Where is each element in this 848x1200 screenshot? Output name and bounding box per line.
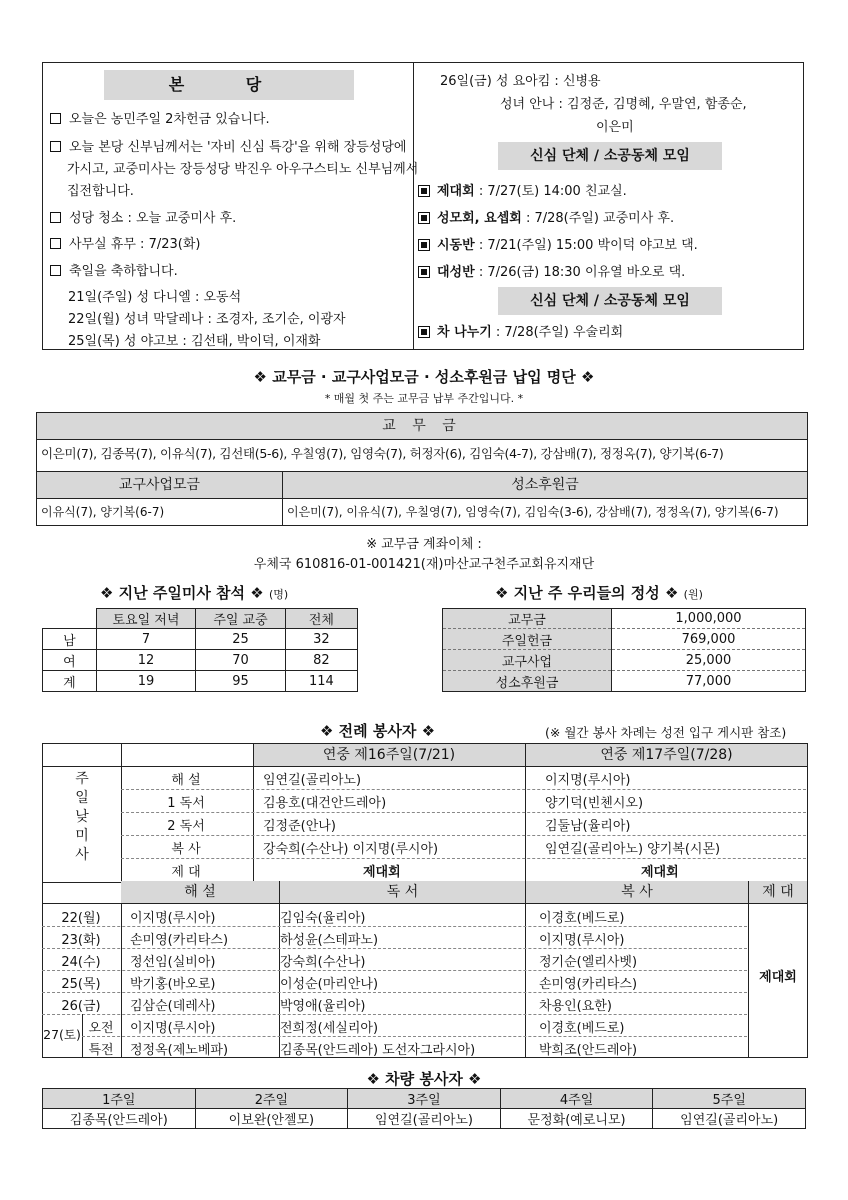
weekday-row (82, 1014, 747, 1037)
attendance-header-sat: 토요일 저녁 (96, 609, 195, 629)
week1-header: 연중 제16주일(7/21) (253, 744, 525, 767)
feast-line-2: 22일(월) 성녀 막달레나 : 조경자, 조기순, 이광자 (68, 312, 346, 327)
attendance-cell: 19 (96, 671, 195, 692)
vehicle-name: 문정화(예로니모) (500, 1109, 653, 1129)
vehicle-table (42, 1088, 806, 1129)
notice-office-off: 사무실 휴무 : 7/23(화) (50, 233, 200, 252)
weekday-reading: 이성순(마리안나) (280, 977, 379, 992)
sunday-week2-name: 이지명(루시아) (545, 773, 631, 788)
attendance-row-label: 계 (43, 671, 97, 692)
weekday-server: 정기순(엘리사벳) (539, 955, 638, 970)
weekday-day: 22(월) (61, 911, 101, 926)
checkbox-square-icon (50, 265, 61, 276)
weekday-server: 이경호(베드로) (539, 1021, 625, 1036)
attendance-corner (43, 609, 97, 629)
group-tea: 차 나누기 : 7/28(주일) 우술리회 (418, 321, 623, 340)
weekday-header-altar: 제 대 (749, 881, 807, 904)
sunday-row (121, 790, 806, 813)
attendance-cell: 12 (96, 650, 195, 671)
weekday-server: 이지명(루시아) (539, 933, 625, 948)
weekday-server: 차용인(요한) (539, 999, 612, 1014)
offering-value: 769,000 (612, 629, 806, 650)
sunday-role: 2 독서 (167, 819, 205, 834)
notice-cleaning: 성당 청소 : 오늘 교중미사 후. (50, 207, 236, 226)
weekday-row (42, 970, 747, 993)
gyomu-list: 이은미(7), 김종목(7), 이유식(7), 김선태(5-6), 우칠영(7), 임영숙(7), 허정자(6), 김임숙(4-7), 강삼배(7), 정정옥(7), 양기복(6-7) (41, 446, 724, 461)
weekday-reading: 박영애(율리아) (280, 999, 366, 1014)
weekday-commentary: 이지명(루시아) (130, 1021, 216, 1036)
weekday-row (82, 1036, 747, 1057)
attendance-header-total: 전체 (285, 609, 357, 629)
attendance-table (42, 608, 358, 692)
sunday-role: 복 사 (171, 842, 201, 857)
weekday-row (42, 948, 747, 971)
weekday-header-commentary: 해 설 (121, 881, 280, 904)
weekday-commentary: 정선임(실비아) (130, 955, 216, 970)
vehicle-name: 김종목(안드레아) (43, 1109, 196, 1129)
sunday-row (121, 836, 806, 859)
filled-square-icon (418, 239, 430, 251)
sunday-week1-name: 김용호(대건안드레아) (263, 796, 387, 811)
sunday-week1-name: 강숙희(수산나) 이지명(루시아) (263, 842, 439, 857)
vehicle-title: ❖ 차량 봉사자 ❖ (366, 1070, 482, 1088)
feast-line-3: 25일(목) 성 야고보 : 김선태, 박이덕, 이재화 (68, 334, 321, 349)
sunday-role: 해 설 (171, 773, 201, 788)
weekday-header-reading: 독 서 (280, 881, 526, 904)
attendance-cell: 95 (196, 671, 286, 692)
weekday-day: 23(화) (61, 933, 101, 948)
offering-value: 25,000 (612, 650, 806, 671)
vehicle-name: 임연길(골리아노) (680, 1113, 779, 1128)
group-altar: 제대회 : 7/27(토) 14:00 친교실. (418, 180, 627, 199)
sunday-side-text: 주일낮미사 (75, 771, 89, 863)
weekday-day: 26(금) (61, 999, 101, 1014)
sunday-week1-name: 제대회 (363, 865, 401, 880)
vehicle-name: 임연길(골리아노) (348, 1109, 501, 1129)
sunday-week1-name: 김정준(안나) (263, 819, 336, 834)
offering-value: 77,000 (685, 673, 732, 689)
role-header-blank (121, 744, 253, 767)
weekday-commentary: 손미영(카리타스) (130, 933, 229, 948)
groups-header: 신심 단체 / 소공동체 모임 (498, 142, 722, 170)
weekday-server: 손미영(카리타스) (539, 977, 638, 992)
group-daeseong: 대성반 : 7/26(금) 18:30 이유열 바오로 댁. (418, 261, 685, 280)
dues-title: ❖ 교무금 · 교구사업모금 · 성소후원금 납입 명단 ❖ (253, 368, 595, 386)
weekday-sub: 특전 (88, 1043, 114, 1058)
dues-table (36, 412, 808, 526)
vehicle-name: 이보완(안젤모) (195, 1109, 348, 1129)
sunday-week2-name: 김둘남(율리아) (545, 819, 631, 834)
offering-label: 성소후원금 (443, 671, 612, 692)
account-label: ※ 교무금 계좌이체 : (366, 537, 482, 552)
liturgy-note: (※ 월간 봉사 차례는 성전 입구 게시판 참조) (545, 725, 787, 740)
sunday-week2-name: 임연길(골리아노) 양기복(시몬) (545, 842, 721, 857)
vehicle-week-header: 1주일 (43, 1089, 196, 1109)
filled-square-icon (418, 266, 430, 278)
notice-farmers-sunday: 오늘은 농민주일 2차헌금 있습니다. (50, 108, 270, 127)
sunday-week2-name: 양기덕(빈첸시오) (545, 796, 644, 811)
sunday-week2-name: 제대회 (641, 865, 679, 880)
sunday-role: 제 대 (171, 865, 201, 880)
attendance-cell: 25 (196, 629, 286, 650)
feast-cont-3: 이은미 (596, 120, 634, 135)
weekday-altar-cell: 제대회 (759, 970, 797, 985)
checkbox-square-icon (50, 141, 61, 152)
weekday-row (42, 904, 747, 927)
parish-header: 본 당 (104, 70, 354, 100)
sunday-row (121, 813, 806, 836)
sunday-row (121, 859, 806, 881)
dues-vertical-divider (282, 498, 283, 525)
weekday-reading: 김임숙(율리아) (280, 911, 366, 926)
notice-priest-line2: 가시고, 교중미사는 장등성당 박진우 아우구스티노 신부님께서 (67, 162, 419, 177)
weekday-commentary: 박기홍(바오로) (130, 977, 216, 992)
offering-label: 교구사업 (443, 650, 612, 671)
offering-label: 교무금 (443, 609, 612, 629)
checkbox-square-icon (50, 212, 61, 223)
group-sidong: 시동반 : 7/21(주일) 15:00 박이덕 야고보 댁. (418, 234, 698, 253)
weekday-server: 박희조(안드레아) (539, 1043, 638, 1058)
filled-square-icon (418, 326, 430, 338)
weekday-server: 이경호(베드로) (539, 911, 625, 926)
liturgy-title: ❖ 전례 봉사자 ❖ (320, 722, 436, 740)
vehicle-week-header: 5주일 (653, 1089, 806, 1109)
notice-priest-line3: 집전합니다. (67, 184, 134, 199)
attendance-header-sun: 주일 교중 (196, 609, 286, 629)
weekday-day-saturday: 27(토) (43, 1027, 81, 1042)
diocese-list: 이유식(7), 양기복(6-7) (41, 505, 165, 519)
account-number: 우체국 610816-01-001421(재)마산교구천주교회유지재단 (253, 557, 595, 572)
diocese-header: 교구사업모금 (37, 471, 283, 499)
checkbox-square-icon (50, 113, 61, 124)
vehicle-week-header: 2주일 (195, 1089, 348, 1109)
feast-line-1: 21일(주일) 성 다니엘 : 오동석 (68, 290, 242, 305)
vocation-list: 이은미(7), 이유식(7), 우칠영(7), 임영숙(7), 김임숙(3-6), 강삼배(7), 정정옥(7), 양기복(6-7) (287, 505, 779, 519)
sunday-role: 1 독서 (167, 796, 205, 811)
weekday-header-corner (43, 881, 122, 904)
attendance-row-label: 남 (43, 629, 97, 650)
attendance-cell: 70 (196, 650, 286, 671)
notice-feast-title: 축일을 축하합니다. (50, 260, 178, 279)
weekday-row (42, 992, 747, 1015)
vehicle-week-header: 4주일 (500, 1089, 653, 1109)
week2-header: 연중 제17주일(7/28) (526, 744, 807, 767)
weekday-commentary: 정정옥(제노베파) (130, 1043, 229, 1058)
weekday-day: 25(목) (61, 977, 101, 992)
top-box-divider (413, 62, 414, 350)
offering-title: ❖ 지난 주 우리들의 정성 ❖ (원) (495, 584, 703, 602)
checkbox-square-icon (50, 238, 61, 249)
dues-subtitle: * 매월 첫 주는 교무금 납부 주간입니다. * (324, 392, 524, 405)
sunday-week1-name: 임연길(골리아노) (263, 773, 362, 788)
weekday-commentary: 이지명(루시아) (130, 911, 216, 926)
group-mary-joseph: 성모회, 요셉회 : 7/28(주일) 교중미사 후. (418, 207, 674, 226)
notice-priest-line1: 오늘 본당 신부님께서는 '자비 신심 특강'을 위해 장등성당에 (50, 136, 406, 155)
weekday-reading: 김종목(안드레아) 도선자그라시아) (280, 1043, 476, 1058)
feast-cont-2: 성녀 안나 : 김정준, 김명혜, 우말연, 함종순, (500, 97, 747, 112)
filled-square-icon (418, 212, 430, 224)
offering-value: 1,000,000 (612, 609, 806, 629)
filled-square-icon (418, 185, 430, 197)
attendance-cell: 82 (285, 650, 357, 671)
weekday-reading: 하성윤(스테파노) (280, 933, 379, 948)
attendance-cell: 7 (96, 629, 195, 650)
attendance-cell: 114 (285, 671, 357, 692)
weekday-commentary: 김삼순(데레사) (130, 999, 216, 1014)
offering-table (442, 608, 806, 692)
weekday-reading: 강숙희(수산나) (280, 955, 366, 970)
sunday-side-label (43, 766, 122, 882)
weekday-sub: 오전 (88, 1021, 114, 1036)
sunday-row (121, 767, 806, 790)
vocation-header: 성소후원금 (283, 471, 807, 499)
attendance-title: ❖ 지난 주일미사 참석 ❖ (명) (100, 584, 289, 602)
feast-cont-1: 26일(금) 성 요아킴 : 신병용 (440, 74, 601, 89)
sunday-top-left-cell (43, 744, 122, 767)
attendance-cell: 32 (285, 629, 357, 650)
weekday-reading: 전희정(세실리아) (280, 1021, 379, 1036)
weekday-row (42, 926, 747, 949)
weekday-day: 24(수) (61, 955, 101, 970)
gyomu-header: 교 무 금 (37, 413, 807, 440)
weekday-header-server: 복 사 (526, 881, 749, 904)
attendance-row-label: 여 (43, 650, 97, 671)
groups-header-2: 신심 단체 / 소공동체 모임 (498, 287, 722, 315)
vehicle-week-header: 3주일 (348, 1089, 501, 1109)
offering-label: 주일헌금 (443, 629, 612, 650)
